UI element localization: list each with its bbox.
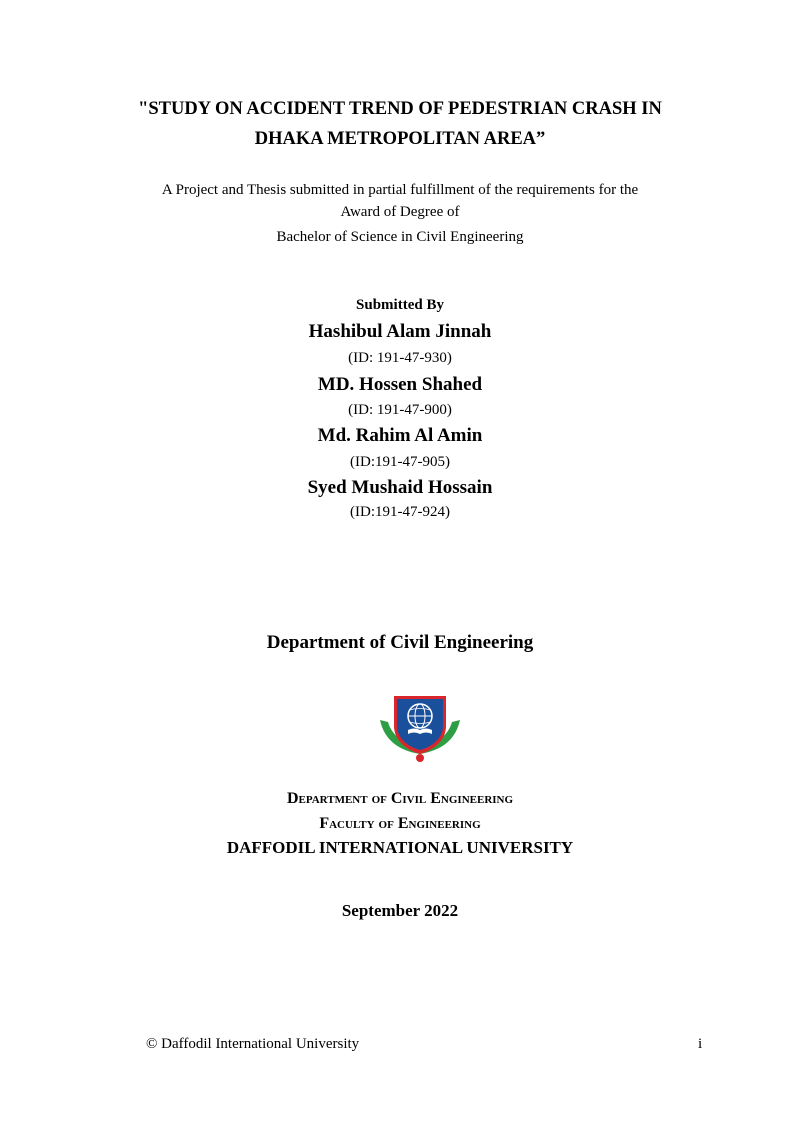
diu-crest-logo	[374, 680, 466, 772]
affiliation-university: DAFFODIL INTERNATIONAL UNIVERSITY	[226, 838, 574, 857]
affiliation-faculty: Faculty of Engineering	[319, 815, 481, 832]
author-name: Syed Mushaid Hossain	[307, 477, 493, 498]
footer-page-number: i	[698, 1036, 703, 1052]
author-id: (ID:191-47-924)	[350, 504, 450, 520]
author-name: Hashibul Alam Jinnah	[308, 321, 492, 342]
author-id: (ID: 191-47-900)	[348, 402, 452, 418]
title-line-2: DHAKA METROPOLITAN AREA”	[254, 129, 546, 149]
submission-line-1: A Project and Thesis submitted in partial fulfillment of the requirements for the	[161, 182, 639, 198]
author-name: Md. Rahim Al Amin	[317, 425, 483, 446]
title-line-1: "STUDY ON ACCIDENT TREND OF PEDESTRIAN CRASH IN	[138, 99, 662, 119]
author-name: MD. Hossen Shahed	[317, 374, 483, 395]
author-id: (ID: 191-47-930)	[348, 350, 452, 366]
affiliation-department: Department of Civil Engineering	[286, 790, 514, 807]
submission-date: September 2022	[341, 901, 459, 920]
submission-line-2: Award of Degree of	[340, 204, 460, 220]
submitted-by-label: Submitted By	[356, 297, 444, 313]
author-id: (ID:191-47-905)	[350, 454, 450, 470]
department-heading: Department of Civil Engineering	[266, 632, 534, 653]
footer-copyright: © Daffodil International University	[146, 1036, 360, 1052]
submission-line-3: Bachelor of Science in Civil Engineering	[276, 229, 524, 245]
